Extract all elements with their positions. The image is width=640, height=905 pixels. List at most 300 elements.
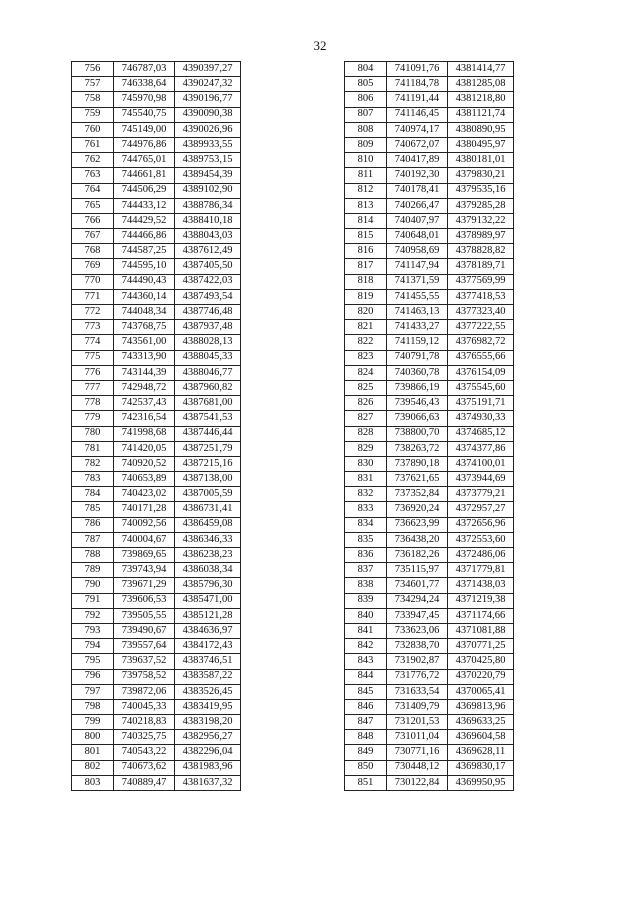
table-row [345,623,514,638]
y-coordinate-cell: 4377569,99 [448,274,514,289]
x-coordinate-cell: 731409,79 [387,699,448,714]
y-coordinate-cell: 4386731,41 [175,502,241,517]
y-coordinate-cell: 4389102,90 [175,183,241,198]
table-row [345,502,514,517]
x-coordinate-cell: 740407,97 [387,213,448,228]
y-coordinate-cell: 4375191,71 [448,396,514,411]
y-coordinate-cell: 4387251,79 [175,441,241,456]
point-number-cell: 843 [345,654,387,669]
point-number-cell: 778 [72,396,114,411]
y-coordinate-cell: 4376982,72 [448,335,514,350]
y-coordinate-cell: 4379285,28 [448,198,514,213]
table-row [72,122,241,137]
table-row [345,517,514,532]
page-number: 32 [313,38,327,53]
x-coordinate-cell: 740648,01 [387,229,448,244]
point-number-cell: 774 [72,335,114,350]
table-row [72,760,241,775]
x-coordinate-cell: 739490,67 [114,623,175,638]
table-row [72,578,241,593]
table-row [72,198,241,213]
y-coordinate-cell: 4369633,25 [448,715,514,730]
table-row [345,593,514,608]
table-row [345,305,514,320]
x-coordinate-cell: 743313,90 [114,350,175,365]
x-coordinate-cell: 740423,02 [114,487,175,502]
table-row [72,183,241,198]
x-coordinate-cell: 735115,97 [387,563,448,578]
point-number-cell: 824 [345,365,387,380]
table-row [72,715,241,730]
x-coordinate-cell: 740171,28 [114,502,175,517]
x-coordinate-cell: 744490,43 [114,274,175,289]
point-number-cell: 815 [345,229,387,244]
point-number-cell: 810 [345,153,387,168]
point-number-cell: 845 [345,684,387,699]
point-number-cell: 812 [345,183,387,198]
point-number-cell: 816 [345,244,387,259]
point-number-cell: 839 [345,593,387,608]
x-coordinate-cell: 740218,83 [114,715,175,730]
x-coordinate-cell: 738263,72 [387,441,448,456]
y-coordinate-cell: 4381285,08 [448,77,514,92]
x-coordinate-cell: 740178,41 [387,183,448,198]
y-coordinate-cell: 4383198,20 [175,715,241,730]
table-row [72,608,241,623]
table-row [72,168,241,183]
table-row [72,244,241,259]
y-coordinate-cell: 4381218,80 [448,92,514,107]
x-coordinate-cell: 741420,05 [114,441,175,456]
table-row [345,456,514,471]
y-coordinate-cell: 4382296,04 [175,745,241,760]
point-number-cell: 773 [72,320,114,335]
point-number-cell: 759 [72,107,114,122]
y-coordinate-cell: 4371779,81 [448,563,514,578]
x-coordinate-cell: 739671,29 [114,578,175,593]
coordinates-table-left [71,61,241,791]
point-number-cell: 802 [72,760,114,775]
point-number-cell: 762 [72,153,114,168]
table-row [72,259,241,274]
y-coordinate-cell: 4389933,55 [175,137,241,152]
y-coordinate-cell: 4379830,21 [448,168,514,183]
x-coordinate-cell: 740266,47 [387,198,448,213]
table-row [345,396,514,411]
y-coordinate-cell: 4386346,33 [175,532,241,547]
table-row [72,593,241,608]
point-number-cell: 846 [345,699,387,714]
point-number-cell: 763 [72,168,114,183]
y-coordinate-cell: 4387960,82 [175,380,241,395]
y-coordinate-cell: 4376154,09 [448,365,514,380]
y-coordinate-cell: 4377418,53 [448,289,514,304]
table-row [345,198,514,213]
point-number-cell: 806 [345,92,387,107]
y-coordinate-cell: 4384172,43 [175,639,241,654]
point-number-cell: 758 [72,92,114,107]
point-number-cell: 777 [72,380,114,395]
point-number-cell: 813 [345,198,387,213]
y-coordinate-cell: 4370065,41 [448,684,514,699]
y-coordinate-cell: 4390196,77 [175,92,241,107]
y-coordinate-cell: 4371219,38 [448,593,514,608]
y-coordinate-cell: 4388046,77 [175,365,241,380]
table-row [345,320,514,335]
x-coordinate-cell: 739743,94 [114,563,175,578]
x-coordinate-cell: 739606,53 [114,593,175,608]
point-number-cell: 849 [345,745,387,760]
table-row [345,183,514,198]
point-number-cell: 851 [345,775,387,790]
point-number-cell: 832 [345,487,387,502]
y-coordinate-cell: 4390090,38 [175,107,241,122]
x-coordinate-cell: 740958,69 [387,244,448,259]
y-coordinate-cell: 4374377,86 [448,441,514,456]
x-coordinate-cell: 740672,07 [387,137,448,152]
point-number-cell: 836 [345,548,387,563]
x-coordinate-cell: 744587,25 [114,244,175,259]
point-number-cell: 798 [72,699,114,714]
x-coordinate-cell: 744466,86 [114,229,175,244]
point-number-cell: 770 [72,274,114,289]
table-row [345,335,514,350]
table-row [345,380,514,395]
table-row [345,715,514,730]
y-coordinate-cell: 4383587,22 [175,669,241,684]
point-number-cell: 787 [72,532,114,547]
point-number-cell: 814 [345,213,387,228]
point-number-cell: 794 [72,639,114,654]
x-coordinate-cell: 740325,75 [114,730,175,745]
point-number-cell: 834 [345,517,387,532]
x-coordinate-cell: 739869,65 [114,548,175,563]
x-coordinate-cell: 743144,39 [114,365,175,380]
y-coordinate-cell: 4385121,28 [175,608,241,623]
table-row [72,456,241,471]
table-row [72,517,241,532]
table-row [72,502,241,517]
point-number-cell: 850 [345,760,387,775]
x-coordinate-cell: 740360,78 [387,365,448,380]
y-coordinate-cell: 4372656,96 [448,517,514,532]
x-coordinate-cell: 744048,34 [114,305,175,320]
y-coordinate-cell: 4387612,49 [175,244,241,259]
x-coordinate-cell: 741191,44 [387,92,448,107]
point-number-cell: 796 [72,669,114,684]
x-coordinate-cell: 743561,00 [114,335,175,350]
y-coordinate-cell: 4378828,82 [448,244,514,259]
x-coordinate-cell: 731902,87 [387,654,448,669]
point-number-cell: 795 [72,654,114,669]
point-number-cell: 801 [72,745,114,760]
y-coordinate-cell: 4388043,03 [175,229,241,244]
x-coordinate-cell: 740004,67 [114,532,175,547]
x-coordinate-cell: 746787,03 [114,62,175,77]
x-coordinate-cell: 737621,65 [387,472,448,487]
x-coordinate-cell: 740673,62 [114,760,175,775]
y-coordinate-cell: 4389454,39 [175,168,241,183]
y-coordinate-cell: 4382956,27 [175,730,241,745]
point-number-cell: 757 [72,77,114,92]
x-coordinate-cell: 740045,33 [114,699,175,714]
table-row [345,137,514,152]
x-coordinate-cell: 733623,06 [387,623,448,638]
x-coordinate-cell: 744433,12 [114,198,175,213]
y-coordinate-cell: 4387405,50 [175,259,241,274]
table-row [345,548,514,563]
y-coordinate-cell: 4387446,44 [175,426,241,441]
y-coordinate-cell: 4387005,59 [175,487,241,502]
table-row [345,426,514,441]
x-coordinate-cell: 741159,12 [387,335,448,350]
y-coordinate-cell: 4388028,13 [175,335,241,350]
point-number-cell: 772 [72,305,114,320]
point-number-cell: 840 [345,608,387,623]
y-coordinate-cell: 4372553,60 [448,532,514,547]
point-number-cell: 780 [72,426,114,441]
point-number-cell: 789 [72,563,114,578]
y-coordinate-cell: 4389753,15 [175,153,241,168]
table-row [72,350,241,365]
x-coordinate-cell: 741147,94 [387,259,448,274]
point-number-cell: 811 [345,168,387,183]
table-row [345,775,514,790]
x-coordinate-cell: 744429,52 [114,213,175,228]
point-number-cell: 764 [72,183,114,198]
table-row [72,380,241,395]
point-number-cell: 785 [72,502,114,517]
y-coordinate-cell: 4369628,11 [448,745,514,760]
x-coordinate-cell: 740192,30 [387,168,448,183]
point-number-cell: 842 [345,639,387,654]
table-row [345,745,514,760]
point-number-cell: 782 [72,456,114,471]
point-number-cell: 767 [72,229,114,244]
table-row [72,62,241,77]
y-coordinate-cell: 4386459,08 [175,517,241,532]
y-coordinate-cell: 4376555,66 [448,350,514,365]
x-coordinate-cell: 737352,84 [387,487,448,502]
y-coordinate-cell: 4380890,95 [448,122,514,137]
point-number-cell: 766 [72,213,114,228]
y-coordinate-cell: 4380181,01 [448,153,514,168]
table-row [345,472,514,487]
x-coordinate-cell: 745970,98 [114,92,175,107]
x-coordinate-cell: 736182,26 [387,548,448,563]
table-row [72,289,241,304]
y-coordinate-cell: 4386238,23 [175,548,241,563]
y-coordinate-cell: 4374930,33 [448,411,514,426]
table-row [345,168,514,183]
y-coordinate-cell: 4370771,25 [448,639,514,654]
point-number-cell: 786 [72,517,114,532]
point-number-cell: 809 [345,137,387,152]
x-coordinate-cell: 741184,78 [387,77,448,92]
point-number-cell: 788 [72,548,114,563]
table-row [345,411,514,426]
y-coordinate-cell: 4387138,00 [175,472,241,487]
x-coordinate-cell: 730771,16 [387,745,448,760]
y-coordinate-cell: 4388410,18 [175,213,241,228]
table-row [72,213,241,228]
y-coordinate-cell: 4390026,96 [175,122,241,137]
point-number-cell: 784 [72,487,114,502]
table-row [72,411,241,426]
table-row [72,107,241,122]
y-coordinate-cell: 4369830,17 [448,760,514,775]
y-coordinate-cell: 4387493,54 [175,289,241,304]
x-coordinate-cell: 736920,24 [387,502,448,517]
y-coordinate-cell: 4383526,45 [175,684,241,699]
x-coordinate-cell: 742316,54 [114,411,175,426]
x-coordinate-cell: 736438,20 [387,532,448,547]
x-coordinate-cell: 744976,86 [114,137,175,152]
point-number-cell: 776 [72,365,114,380]
x-coordinate-cell: 736623,99 [387,517,448,532]
y-coordinate-cell: 4383419,95 [175,699,241,714]
x-coordinate-cell: 739866,19 [387,380,448,395]
table-row [345,730,514,745]
y-coordinate-cell: 4387937,48 [175,320,241,335]
y-coordinate-cell: 4390397,27 [175,62,241,77]
y-coordinate-cell: 4383746,51 [175,654,241,669]
point-number-cell: 800 [72,730,114,745]
y-coordinate-cell: 4371438,03 [448,578,514,593]
x-coordinate-cell: 740920,52 [114,456,175,471]
y-coordinate-cell: 4378189,71 [448,259,514,274]
table-row [72,137,241,152]
x-coordinate-cell: 740417,89 [387,153,448,168]
x-coordinate-cell: 740092,56 [114,517,175,532]
x-coordinate-cell: 739872,06 [114,684,175,699]
table-row [72,396,241,411]
point-number-cell: 838 [345,578,387,593]
point-number-cell: 797 [72,684,114,699]
point-number-cell: 847 [345,715,387,730]
x-coordinate-cell: 741371,59 [387,274,448,289]
y-coordinate-cell: 4371081,88 [448,623,514,638]
point-number-cell: 760 [72,122,114,137]
point-number-cell: 828 [345,426,387,441]
y-coordinate-cell: 4378989,97 [448,229,514,244]
x-coordinate-cell: 730448,12 [387,760,448,775]
point-number-cell: 790 [72,578,114,593]
point-number-cell: 827 [345,411,387,426]
point-number-cell: 799 [72,715,114,730]
table-row [345,487,514,502]
y-coordinate-cell: 4381414,77 [448,62,514,77]
point-number-cell: 775 [72,350,114,365]
x-coordinate-cell: 743768,75 [114,320,175,335]
table-row [345,578,514,593]
point-number-cell: 793 [72,623,114,638]
table-row [72,548,241,563]
x-coordinate-cell: 731776,72 [387,669,448,684]
y-coordinate-cell: 4374100,01 [448,456,514,471]
x-coordinate-cell: 739557,64 [114,639,175,654]
x-coordinate-cell: 745149,00 [114,122,175,137]
table-row [345,684,514,699]
point-number-cell: 821 [345,320,387,335]
point-number-cell: 808 [345,122,387,137]
y-coordinate-cell: 4373779,21 [448,487,514,502]
x-coordinate-cell: 741463,13 [387,305,448,320]
x-coordinate-cell: 744661,81 [114,168,175,183]
point-number-cell: 756 [72,62,114,77]
x-coordinate-cell: 744360,14 [114,289,175,304]
x-coordinate-cell: 741998,68 [114,426,175,441]
point-number-cell: 761 [72,137,114,152]
x-coordinate-cell: 741455,55 [387,289,448,304]
table-row [72,669,241,684]
point-number-cell: 817 [345,259,387,274]
y-coordinate-cell: 4369950,95 [448,775,514,790]
table-row [72,730,241,745]
point-number-cell: 791 [72,593,114,608]
point-number-cell: 848 [345,730,387,745]
point-number-cell: 818 [345,274,387,289]
point-number-cell: 820 [345,305,387,320]
x-coordinate-cell: 733947,45 [387,608,448,623]
point-number-cell: 825 [345,380,387,395]
x-coordinate-cell: 746338,64 [114,77,175,92]
point-number-cell: 819 [345,289,387,304]
table-row [345,92,514,107]
y-coordinate-cell: 4385796,30 [175,578,241,593]
table-row [72,77,241,92]
point-number-cell: 807 [345,107,387,122]
table-row [72,487,241,502]
table-row [72,532,241,547]
coordinates-table-right [344,61,514,791]
y-coordinate-cell: 4387681,00 [175,396,241,411]
y-coordinate-cell: 4385471,00 [175,593,241,608]
x-coordinate-cell: 737890,18 [387,456,448,471]
table-row [72,153,241,168]
y-coordinate-cell: 4369813,96 [448,699,514,714]
table-row [72,229,241,244]
y-coordinate-cell: 4387215,16 [175,456,241,471]
table-row [72,426,241,441]
y-coordinate-cell: 4386038,34 [175,563,241,578]
x-coordinate-cell: 738800,70 [387,426,448,441]
table-row [345,350,514,365]
table-row [345,229,514,244]
y-coordinate-cell: 4384636,97 [175,623,241,638]
table-row [72,745,241,760]
point-number-cell: 841 [345,623,387,638]
y-coordinate-cell: 4377323,40 [448,305,514,320]
point-number-cell: 781 [72,441,114,456]
x-coordinate-cell: 739546,43 [387,396,448,411]
y-coordinate-cell: 4372486,06 [448,548,514,563]
y-coordinate-cell: 4377222,55 [448,320,514,335]
table-row [345,699,514,714]
table-row [345,153,514,168]
table-row [345,289,514,304]
x-coordinate-cell: 739758,52 [114,669,175,684]
table-row [345,62,514,77]
y-coordinate-cell: 4379535,16 [448,183,514,198]
y-coordinate-cell: 4375545,60 [448,380,514,395]
y-coordinate-cell: 4388786,34 [175,198,241,213]
point-number-cell: 769 [72,259,114,274]
point-number-cell: 833 [345,502,387,517]
x-coordinate-cell: 745540,75 [114,107,175,122]
x-coordinate-cell: 741146,45 [387,107,448,122]
y-coordinate-cell: 4387422,03 [175,274,241,289]
